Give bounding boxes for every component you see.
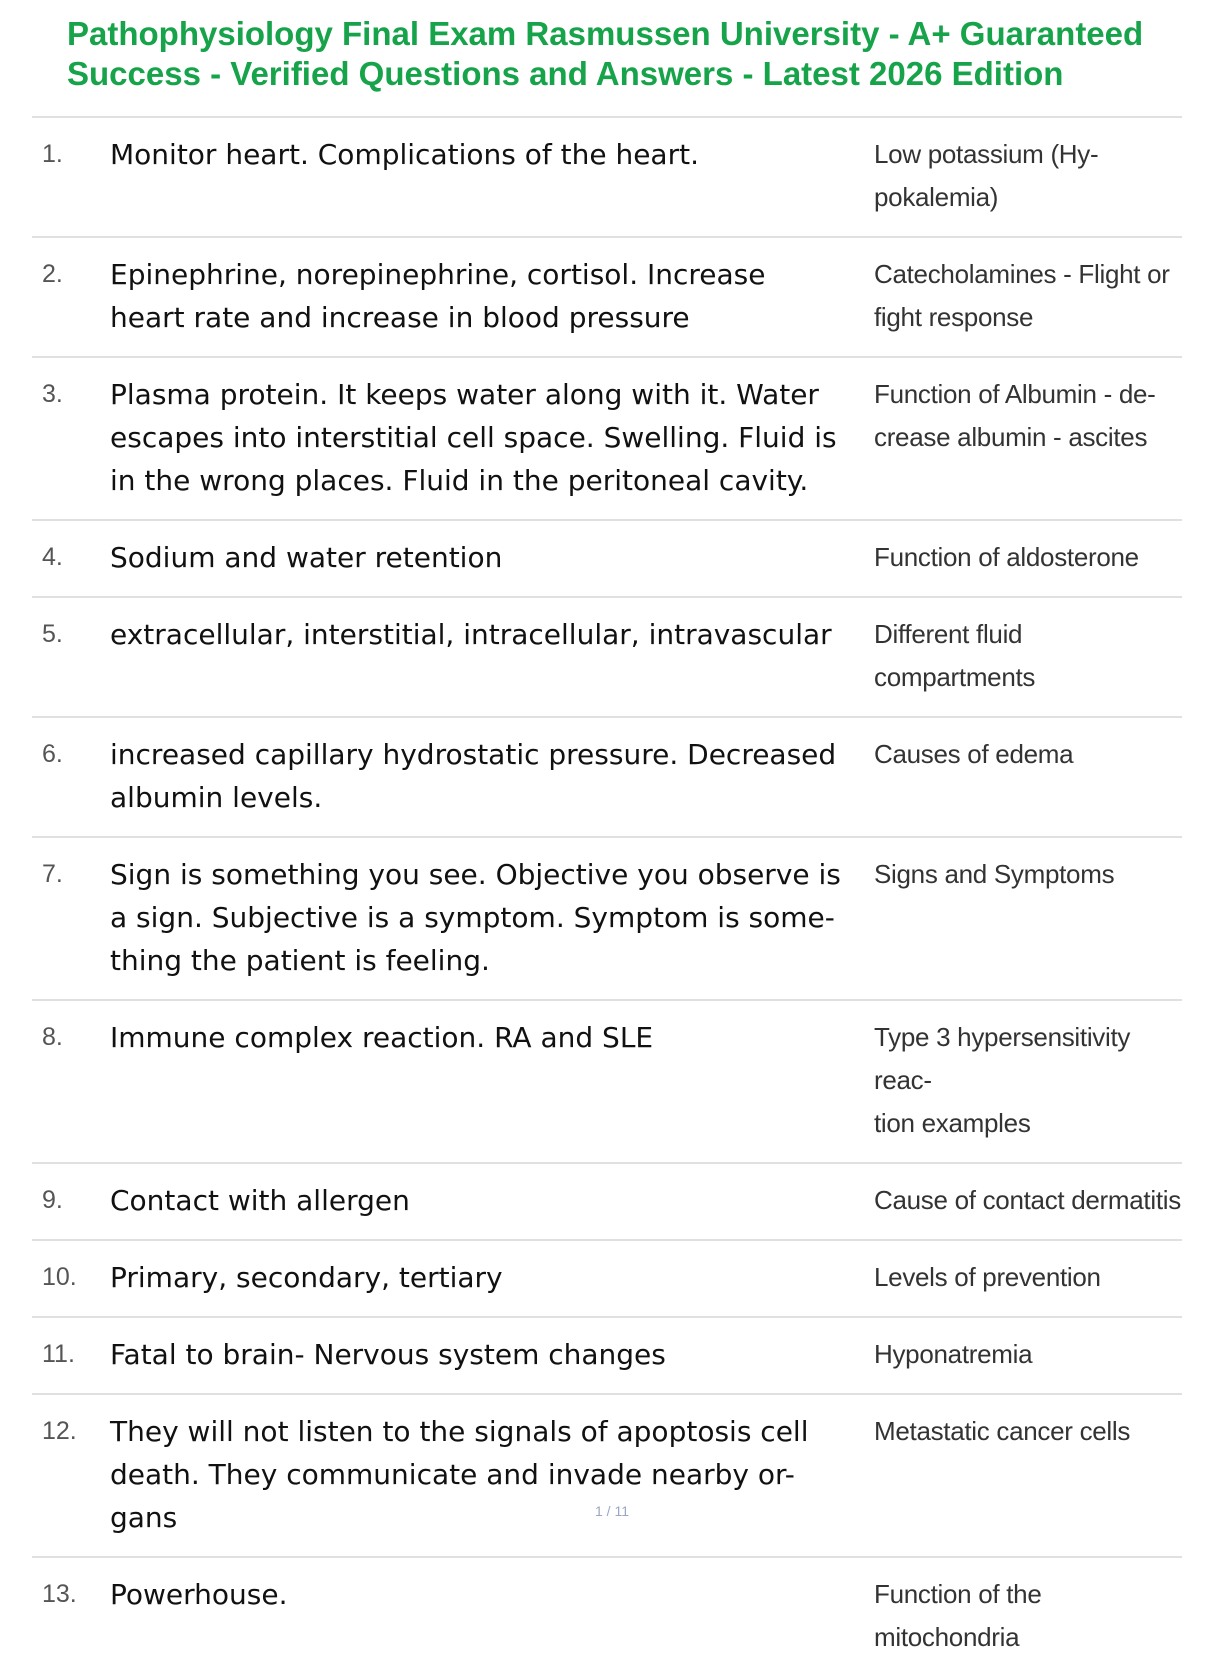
card-row — [32, 1395, 1182, 1558]
card-row — [32, 1001, 1182, 1164]
card-term: Signs and Symptoms — [874, 859, 1115, 889]
card-number: 9. — [42, 1186, 63, 1214]
card-term: Hyponatremia — [874, 1339, 1033, 1369]
card-answer: Monitor heart. Complications of the heart. — [110, 138, 699, 171]
card-answer: Powerhouse. — [110, 1578, 288, 1611]
card-row — [32, 358, 1182, 521]
card-answer: Plasma protein. It keeps water along with it. Water escapes into interstitial cell space. Swelling. Fluid is in the wrong places. Fluid in the peritoneal cavity. — [110, 378, 837, 497]
card-number: 2. — [42, 260, 63, 288]
card-answer: Primary, secondary, tertiary — [110, 1261, 503, 1294]
flashcard-list — [32, 116, 1182, 1676]
card-number: 1. — [42, 140, 63, 168]
card-answer: Contact with allergen — [110, 1184, 410, 1217]
card-number: 8. — [42, 1023, 63, 1051]
card-number: 4. — [42, 543, 63, 571]
card-row — [32, 118, 1182, 238]
card-number: 11. — [42, 1340, 75, 1368]
card-answer: Sign is something you see. Objective you observe is a sign. Subjective is a symptom. Symptom is some- thing the patient is feeling. — [110, 858, 841, 977]
card-term: Catecholamines - Flight or fight response — [874, 259, 1170, 332]
card-term: Function of the mitochondria — [874, 1579, 1042, 1652]
card-number: 7. — [42, 860, 63, 888]
card-term: Low potassium (Hy- pokalemia) — [874, 139, 1099, 212]
card-answer: extracellular, interstitial, intracellular, intravascular — [110, 618, 832, 651]
card-term: Function of aldosterone — [874, 542, 1139, 572]
card-number: 5. — [42, 620, 63, 648]
card-term: Cause of contact dermatitis — [874, 1185, 1181, 1215]
card-term: Function of Albumin - de- crease albumin - ascites — [874, 379, 1156, 452]
card-term: Metastatic cancer cells — [874, 1416, 1131, 1446]
card-row — [32, 1164, 1182, 1241]
card-number: 3. — [42, 380, 63, 408]
card-term: Different fluid compartments — [874, 619, 1036, 692]
card-row — [32, 598, 1182, 718]
card-row — [32, 838, 1182, 1001]
card-answer: increased capillary hydrostatic pressure. Decreased albumin levels. — [110, 738, 837, 814]
card-answer: Fatal to brain- Nervous system changes — [110, 1338, 666, 1371]
card-answer: Sodium and water retention — [110, 541, 503, 574]
card-term: Causes of edema — [874, 739, 1074, 769]
card-answer: Immune complex reaction. RA and SLE — [110, 1021, 654, 1054]
card-answer: Epinephrine, norepinephrine, cortisol. Increase heart rate and increase in blood pressure — [110, 258, 766, 334]
card-number: 6. — [42, 740, 63, 768]
card-number: 13. — [42, 1580, 77, 1608]
card-row — [32, 718, 1182, 838]
card-answer: They will not listen to the signals of apoptosis cell death. They communicate and invade nearby or- gans — [110, 1415, 809, 1534]
card-row — [32, 238, 1182, 358]
page-number: 1 / 11 — [595, 1503, 629, 1519]
card-row — [32, 1318, 1182, 1395]
card-number: 10. — [42, 1263, 77, 1291]
card-term: Levels of prevention — [874, 1262, 1101, 1292]
card-term: Type 3 hypersensitivity reac- tion examples — [874, 1022, 1131, 1138]
document-title: Pathophysiology Final Exam Rasmussen University - A+ Guaranteed Success - Verified Questions and Answers - Latest 2026 Edition — [67, 15, 1144, 92]
card-row — [32, 1241, 1182, 1318]
card-row — [32, 1558, 1182, 1676]
card-row — [32, 521, 1182, 598]
card-number: 12. — [42, 1417, 77, 1445]
